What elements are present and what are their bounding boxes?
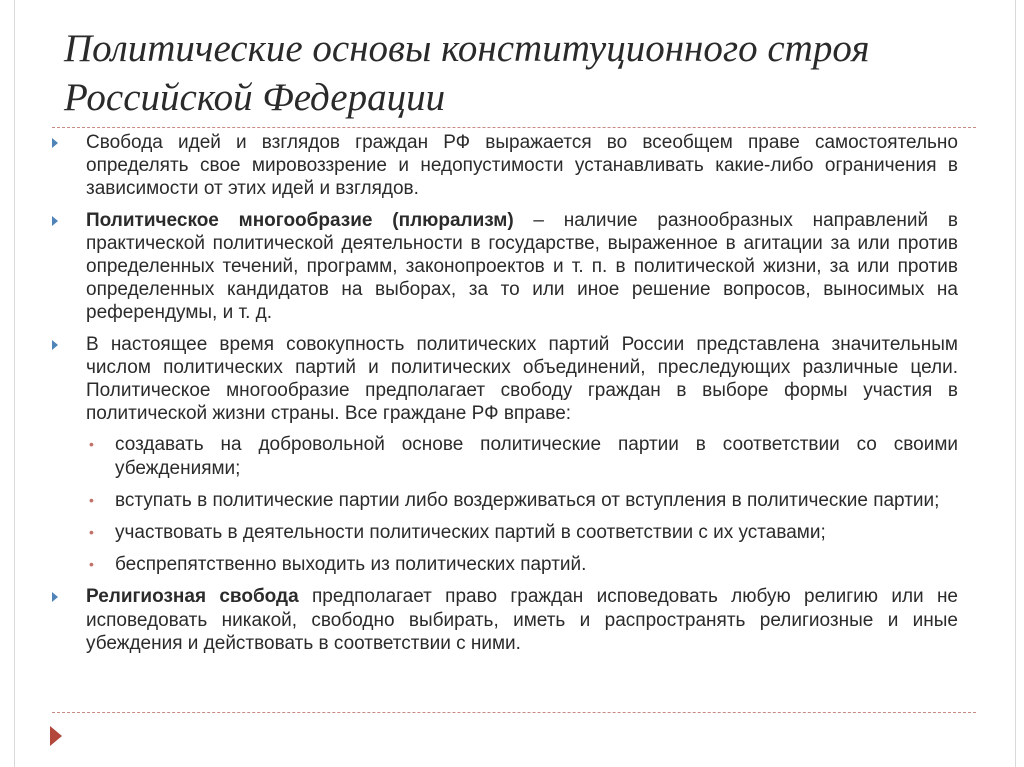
- arrow-bullet-icon: [52, 216, 58, 226]
- slide-frame-left: [14, 0, 15, 767]
- arrow-bullet-icon: [52, 592, 58, 602]
- top-divider: [52, 127, 976, 128]
- item-text: В настоящее время совокупность политических партий России представлена значительным числом политических партий и политических объединений, преследующих различные цели. Политическое многообразие предполагает свободу граждан в выборе формы участия в политической жизни страны. Все граждане РФ вправе:: [86, 333, 958, 425]
- list-item: [52, 209, 958, 325]
- slide-frame-right: [1015, 0, 1016, 767]
- dot-bullet-icon: •: [89, 556, 94, 573]
- sub-item-text: вступать в политические партии либо воздерживаться от вступления в политические партии;: [115, 489, 940, 511]
- sub-list-item: [86, 553, 958, 576]
- item-text: Свобода идей и взглядов граждан РФ выражается во всеобщем праве самостоятельно определять свое мировоззрение и недопустимости устанавливать какие-либо ограничения в зависимости от этих идей и взглядов.: [86, 132, 958, 200]
- arrow-bullet-icon: [52, 340, 58, 350]
- slide-title: Политические основы конституционного строя Российской Федерации: [64, 27, 870, 119]
- sub-list-item: [86, 521, 958, 544]
- dot-bullet-icon: •: [89, 436, 94, 453]
- sub-item-text: создавать на добровольной основе политические партии в соответствии со своими убеждениями;: [115, 434, 958, 479]
- sub-list: [86, 433, 958, 576]
- item-bold-lead: Политическое многообразие (плюрализм): [86, 209, 514, 231]
- sub-list-item: [86, 433, 958, 479]
- slide-content: [52, 131, 958, 663]
- list-item: [52, 131, 958, 201]
- item-text: предполагает право граждан исповедовать любую религию или не исповедовать никакой, свободно выбирать, иметь и распространять религиозные и иные убеждения и действовать в соответствии с ними.: [86, 586, 959, 654]
- arrow-bullet-icon: [52, 138, 58, 148]
- sub-list-item: [86, 489, 958, 512]
- item-text: – наличие разнообразных направлений в практической политической деятельности в государстве, выраженное в агитации за или против определенных течений, программ, законопроектов и т. п. в политической жизни, за или против определенных кандидатов на выборах, за то или иное решение вопросов, выносимых на референдумы, и т. д.: [86, 209, 958, 324]
- sub-item-text: беспрепятственно выходить из политических партий.: [115, 554, 587, 576]
- dot-bullet-icon: •: [89, 524, 94, 541]
- sub-item-text: участвовать в деятельности политических партий в соответствии с их уставами;: [115, 522, 826, 544]
- item-bold-lead: Религиозная свобода: [86, 586, 299, 608]
- list-item: [52, 333, 958, 577]
- next-slide-arrow-icon[interactable]: [50, 726, 62, 746]
- list-item: [52, 585, 958, 655]
- dot-bullet-icon: •: [89, 491, 94, 508]
- bottom-divider: [52, 712, 976, 713]
